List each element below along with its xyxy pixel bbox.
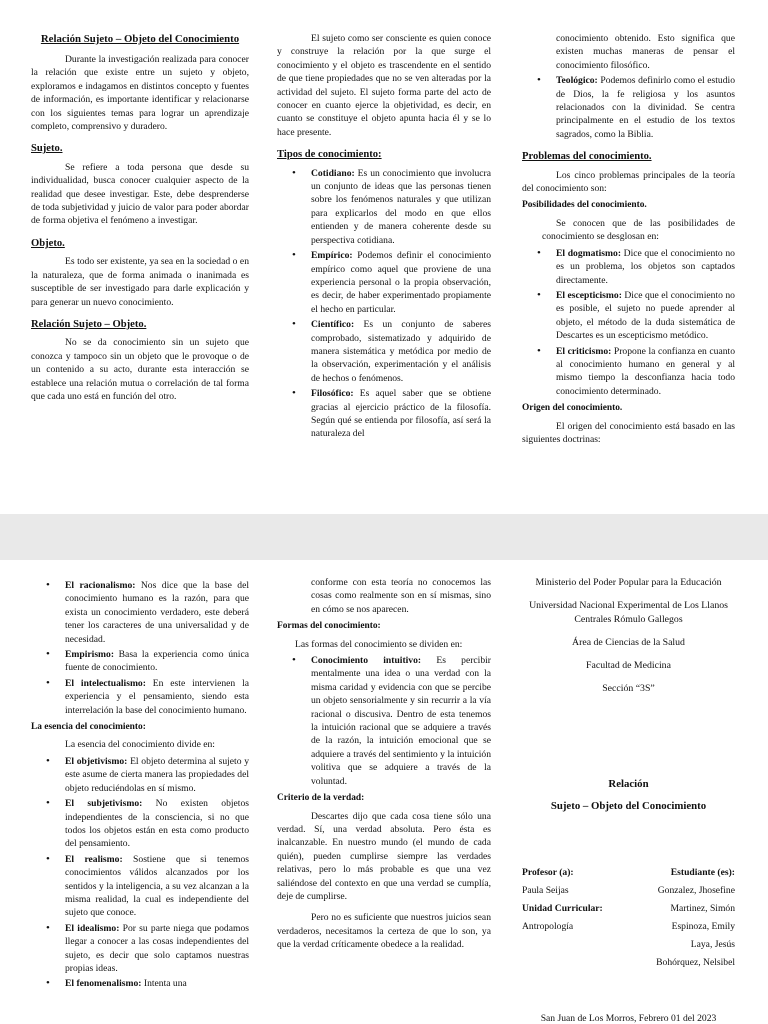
- column-4: [31, 577, 249, 994]
- page-2: [0, 560, 768, 1024]
- subheading-esencia: La esencia del conocimiento:: [31, 722, 146, 733]
- definition: Es un conocimiento que involucra un conjunto de ideas que las personas tienen sobre los fenómenos naturales y que utilizan para explicarlos del modo en que ellos entienden y de manera coherente desde su perspectiva cotidiana.: [311, 167, 491, 246]
- term: El subjetivismo:: [65, 798, 143, 810]
- definition: Dice que el conocimiento no es posible, el sujeto no puede aprender al objeto, el método de la duda sistemática de Descartes es un escepticismo metódico.: [556, 289, 735, 342]
- subheading-posibilidades: Posibilidades del conocimiento.: [522, 200, 647, 211]
- term: El intelectualismo:: [65, 677, 146, 689]
- list-item: [556, 345, 735, 399]
- list-item: [65, 797, 249, 851]
- column-3: [522, 32, 735, 449]
- heading-objeto: Objeto.: [31, 237, 65, 249]
- list-item: [311, 654, 491, 788]
- paragraph-posibilidades: Se conocen que de las posibilidades de conocimiento se desglosan en:: [542, 217, 735, 243]
- list-item: [65, 755, 249, 795]
- list-item: [65, 579, 249, 646]
- profesor-label: Profesor (a):: [522, 867, 574, 878]
- authors-grid: [522, 866, 735, 970]
- doctrinas-list: [31, 579, 249, 717]
- list-item: [556, 74, 735, 141]
- paragraph-relacion: No se da conocimiento sin un sujeto que conozca y tampoco sin un objeto que le provoque o de un contenido a su acto, durante esta interacción se establece una relación mutua o correlación de tal forma que cada uno está en función del otro.: [31, 337, 249, 402]
- definition: Por su parte niega que podamos llegar a conocer a las cosas independientes del sujeto, es decir que solo captamos nuestras propias ideas.: [65, 922, 249, 974]
- definition: Es percibir mentalmente una idea o una verdad con la misma caridad y evidencia con que se percibe un objeto sensorialmente y sin recurrir a la vía racional o discusiva. Dentro de esta tenemos la intuición racional que se adquiere a través de la razón, la intuición emocional que se adquiere a través del sentimiento y la intuición volitiva que se adquiere a través de la voluntad.: [311, 655, 491, 787]
- profesor-name: Paula Seijas: [522, 885, 569, 896]
- paragraph-esencia: La esencia del conocimiento divide en:: [65, 739, 215, 751]
- term: El fenomenalismo:: [65, 978, 142, 990]
- teologico-list: [522, 74, 735, 141]
- tipos-list: [277, 167, 491, 441]
- unidad-name: Antropología: [522, 921, 574, 932]
- list-item: [65, 648, 249, 675]
- definition: En este intervienen la experiencia y el pensamiento, siendo esta interrelación la base del conocimiento humano.: [65, 677, 249, 716]
- posibilidades-list: [522, 247, 735, 398]
- cover-column: [522, 576, 735, 1024]
- definition: Podemos definirlo como el estudio de Dios, la fe religiosa y los asuntos relacionados con la divinidad. Se centra principalmente en el estudio de los textos sagrados, como la Biblia.: [556, 75, 735, 140]
- term: El objetivismo:: [65, 755, 128, 767]
- place-date: San Juan de Los Morros, Febrero 01 del 2023: [540, 1013, 717, 1024]
- student-name: Martinez, Simón: [670, 903, 735, 914]
- continued-text: conforme con esta teoría no conocemos las cosas como realmente son en sí mismas, sino en cómo se nos aparecen.: [311, 577, 491, 615]
- list-item: [65, 977, 249, 990]
- paragraph-formas: Las formas del conocimiento se dividen en:: [295, 638, 463, 650]
- paragraph-criterio-2: Pero no es suficiente que nuestros juicios sean verdaderos, necesitamos la certeza de que lo son, ya que la verdad críticamente obedece a la realidad.: [277, 912, 491, 951]
- column-5: [277, 576, 491, 955]
- term: Filosófico:: [311, 388, 354, 400]
- definition: Es un conjunto de saberes comprobado, sistematizado y adquirido de manera sistemática y metódica por medio de la observación, experimentación y el análisis de hechos o fenómenos.: [311, 319, 491, 384]
- column-2: [277, 32, 491, 444]
- list-item: [311, 249, 491, 316]
- heading-problemas: Problemas del conocimiento.: [522, 151, 652, 163]
- term: El idealismo:: [65, 922, 120, 934]
- paragraph-problemas: Los cinco problemas principales de la teoría del conocimiento son:: [522, 169, 735, 195]
- heading-relacion: Relación Sujeto – Objeto.: [31, 318, 147, 330]
- term: El escepticismo:: [556, 289, 622, 301]
- universidad-text: Universidad Nacional Experimental de Los Llanos Centrales Rómulo Gallegos: [529, 600, 728, 625]
- student-name: Laya, Jesús: [690, 939, 735, 950]
- list-item: [65, 853, 249, 920]
- term: Conocimiento intuitivo:: [311, 655, 422, 667]
- list-item: [65, 677, 249, 717]
- paragraph-objeto: Es todo ser existente, ya sea en la sociedad o en la naturaleza, que de forma animada o inanimada es susceptible de ser investigado para darle explicación y para generar un nuevo conocimiento.: [31, 256, 249, 308]
- column-1: [31, 32, 249, 406]
- definition: Podemos definir el conocimiento empírico como aquel que proviene de una experiencia personal o la propia observación, es decir, de haber experimentado propiamente el hecho en particular.: [311, 250, 491, 315]
- paragraph-sujeto: Se refiere a toda persona que desde su individualidad, busca conocer cualquier aspecto de la realidad que desee investigar. Este, debe desprenderse de toda subjetividad y juicio de valor para poder abordar de forma objetiva el fenómeno a investigar.: [31, 161, 249, 227]
- paragraph-origen: El origen del conocimiento está basado en las siguientes doctrinas:: [522, 420, 735, 445]
- document-title: Relación Sujeto – Objeto del Conocimiento: [40, 33, 240, 45]
- definition: Dice que el conocimiento no es un problema, los objetos son captados directamente.: [556, 247, 735, 286]
- list-item: [556, 289, 735, 343]
- term: Cotidiano:: [311, 167, 355, 179]
- student-name: Espinoza, Emily: [671, 921, 735, 932]
- list-item: [311, 167, 491, 247]
- definition: No existen objetos independientes de la consciencia, si no que todos los objetos están en esta como producto del pensamiento.: [65, 798, 249, 850]
- list-item: [311, 387, 491, 441]
- cover-title-1: Relación: [608, 778, 649, 790]
- definition: Intenta una: [141, 978, 187, 990]
- subheading-formas: Formas del conocimiento:: [277, 621, 381, 632]
- student-name: Bohórquez, Nelsibel: [656, 957, 735, 968]
- subheading-origen: Origen del conocimiento.: [522, 403, 623, 414]
- continued-text: conocimiento obtenido. Esto significa que existen muchas maneras de pensar el conocimiento filosófico.: [556, 33, 735, 71]
- list-item: [556, 247, 735, 287]
- student-name: Gonzalez, Jhosefine: [657, 885, 735, 896]
- definition: Propone la confianza en cuanto al conocimiento humano en general y al mismo tiempo la desconfianza hacia todo conocimiento determinado.: [556, 345, 735, 397]
- list-item: [65, 922, 249, 976]
- esencia-list: [31, 755, 249, 991]
- definition: Es aquel saber que se obtiene gracias al ejercicio práctico de la filosofía. Según qué se entienda por filosofía, así será la naturaleza del: [311, 388, 491, 440]
- cover-title-2: Sujeto – Objeto del Conocimiento: [550, 800, 707, 812]
- subheading-criterio: Criterio de la verdad:: [277, 793, 365, 804]
- term: El racionalismo:: [65, 580, 136, 591]
- paragraph-sujeto-consciente: El sujeto como ser consciente es quien conoce y construye la relación por la que surge el conocimiento y el objeto es trascendente en el sentido de que tiene propiedades que no se ven alteradas por la actividad del sujeto. El sujeto forma parte del acto de conocer en cuanto ejerce la objetividad, es decir, en cuanto se constituye el objeto apunta hacia él y se lo hace presente.: [277, 33, 491, 138]
- paragraph-criterio-1: Descartes dijo que cada cosa tiene sólo una verdad. Sí, una verdad absoluta. Pero ésta es inalcanzable. En nuestro mundo (el mundo de cada quién), pueden cumplirse siempre las verdades relativas, pero lo más probable es que una vez saliéndose del contexto en que una verdad se cumplía, deje de cumplirse.: [277, 810, 491, 902]
- definition: El objeto determina al sujeto y este asume de cierta manera las propiedades del objeto reduciéndolas en sí mismo.: [65, 755, 250, 794]
- heading-tipos: Tipos de conocimiento:: [277, 149, 382, 161]
- heading-sujeto: Sujeto.: [31, 143, 63, 155]
- definition: Nos dice que la base del conocimiento humano es la razón, para que exista un conocimiento verdadero, este deberá tener los caracteres de una universalidad y de necesidad.: [65, 580, 249, 645]
- facultad-text: Facultad de Medicina: [586, 660, 671, 671]
- formas-list: [277, 654, 491, 788]
- seccion-text: Sección “3S”: [602, 683, 655, 694]
- ministerio-text: Ministerio del Poder Popular para la Educación: [535, 577, 722, 588]
- unidad-label: Unidad Curricular:: [522, 903, 603, 914]
- list-item: [311, 318, 491, 385]
- term: El criticismo:: [556, 345, 612, 357]
- term: Científico:: [311, 319, 355, 331]
- definition: Basa la experiencia como única fuente de conocimiento.: [65, 649, 249, 674]
- term: El realismo:: [65, 853, 123, 865]
- estudiante-label: Estudiante (es):: [670, 867, 735, 878]
- term: Teológico:: [556, 75, 598, 87]
- area-text: Área de Ciencias de la Salud: [572, 637, 685, 648]
- definition: Sostiene que si tenemos conocimientos válidos alcanzados por los sentidos y la inteligencia, a su vez alcanzan a la misma realidad, la cual es independiente del sujeto que conoce.: [65, 853, 249, 919]
- term: Empírico:: [311, 250, 353, 262]
- term: El dogmatismo:: [556, 247, 622, 259]
- intro-paragraph: Durante la investigación realizada para conocer la relación que existe entre un sujeto y objeto, exploramos e indagamos en distintos concepto y fuentes de información, es importante identificar y relacionarse con los siguientes temas para lograr un aprendizaje completo, comprensivo y duradero.: [31, 54, 249, 133]
- term: Empirismo:: [65, 649, 115, 661]
